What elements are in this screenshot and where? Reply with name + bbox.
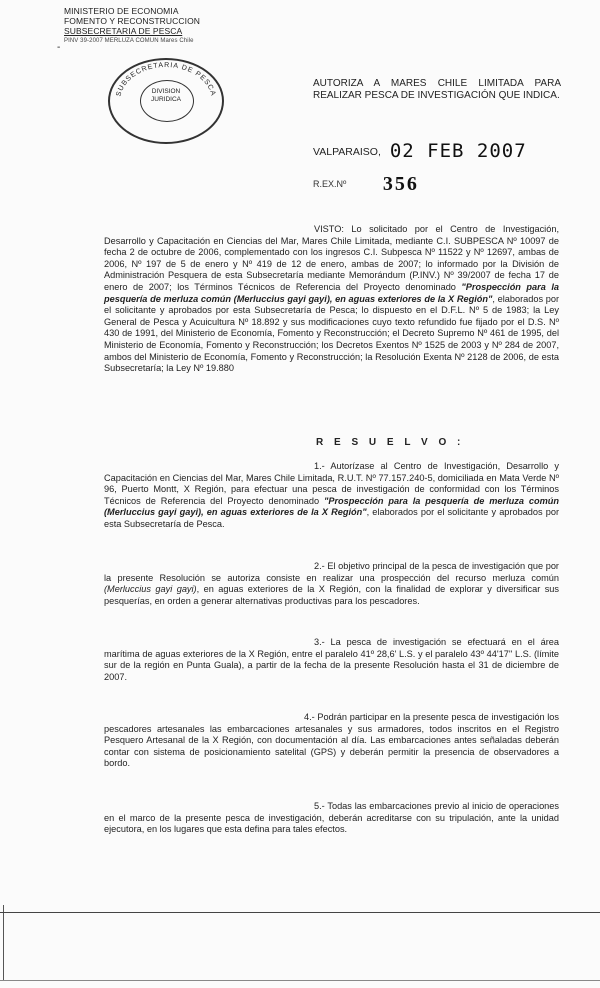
official-stamp [108,58,224,144]
stamp-division: DIVISION [151,88,181,95]
stamp-center [110,88,222,104]
article-5 [104,801,559,836]
visto-paragraph [104,224,559,375]
resolution-number: 356 [382,173,419,195]
scan-fold-line [0,912,600,913]
article-2-tail: , en aguas exteriores de la X Región, con la finalidad de explorar y diversificar sus pesquerías, en orden a generar alternativas productivas para los pescadores. [104,584,559,606]
date-line [313,138,527,160]
date-value: 02 FEB 2007 [389,140,527,162]
scan-edge-mark [3,905,4,980]
resolution-label: R.EX.Nº [313,179,347,189]
letterhead-ministry-sub: FOMENTO Y RECONSTRUCCION [64,16,201,26]
article-1-project-name: "Prospección para la pesquería de merluza común (Merluccius gayi gayi), en aguas exteriores de la X Región" [104,495,559,518]
stamp-ring-label: SUBSECRETARIA DE PESCA [115,61,217,98]
letterhead-reference: PINV 39-2007 MERLUZA COMUN Mares Chile [64,38,194,44]
document-title: AUTORIZA A MARES CHILE LIMITADA PARA REALIZAR PESCA DE INVESTIGACIÓN QUE INDICA. [313,78,561,101]
date-label: VALPARAISO, [313,146,381,158]
article-2 [104,561,559,607]
article-3-text: 3.- La pesca de investigación se efectuará en el área marítima de aguas exteriores de la X Región, entre el paralelo 41º 28,6' L.S. y el paralelo 43º 44'17'' L.S. (límite sur de la región en Punta Guala), a partir de la fecha de la presente Resolución hasta el 31 de diciembre de 2007. [104,637,559,682]
article-2-species: (Merluccius gayi gayi) [104,584,197,595]
article-1-tail: , elaborados por el solicitante y aprobados por esta Subsecretaría de Pesca. [104,507,560,529]
article-1-lead: 1.- Autorízase al Centro de Investigación, Desarrollo y Capacitación en Ciencias del Mar, Mares Chile Limitada, R.U.T. Nº 77.157.240-5, domiciliada en Mata Verde Nº 96, Puerto Montt, X Región, para efectuar una pesca de investigación de conformidad con los Términos Técnicos de Referencia del Proyecto denominado [104,461,559,506]
scan-bottom-line [0,980,600,981]
stamp-juridica: JURIDICA [151,96,181,103]
letterhead-ministry: MINISTERIO DE ECONOMIA [64,6,179,16]
article-5-text: 5.- Todas las embarcaciones previo al inicio de operaciones en el marco de la presente pesca de investigación, deberán acreditarse con su tripulación, ante la unidad ejecutora, en los lugares que esta defina para tales efectos. [104,801,559,835]
visto-lead: VISTO: Lo solicitado por el Centro de Investigación, Desarrollo y Capacitación en Ciencias del Mar, Mares Chile Limitada, mediante C.I. SUBPESCA Nº 10097 de fecha 2 de octubre de 2006, complementado con los ingresos C.I. Subpesca Nº 11522 y Nº 12697, ambas de 2006, Nº 197 de 5 de enero y Nº 419 de 12 de enero, ambas de 2007; lo informado por la División de Administración Pesquera de esta Subsecretaría mediante Memorándum (P.INV.) Nº 39/2007 de fecha 17 de enero de 2007; los Términos Técnicos de Referencia del Proyecto denominado [104,224,559,292]
article-4-text: 4.- Podrán participar en la presente pesca de investigación los pescadores artesanales las embarcaciones artesanales y sus armadores, todos inscritos en el Registro Pesquero Artesanal de la X Región, con documentación al día. Las embarcaciones antes señaladas deberán contar con sistema de posicionamiento satelital (GPS) y deberán permitir la presencia de observadores a bordo. [104,712,559,769]
visto-project-name: "Prospección para la pesquería de merluza común (Merluccius gayi gayi), en aguas exteriores de la X Región" [104,281,559,304]
letterhead [64,6,200,46]
resolution-number-line [313,170,419,193]
article-1 [104,461,559,531]
visto-tail: , elaborados por el solicitante y aprobados por esta Subsecretaría de Pesca; lo dispuesto en el D.F.L. Nº 5 de 1983; la Ley General de Pesca y Acuicultura Nº 18.892 y sus modificaciones cuyo texto refundido fue fijado por el D.S. Nº 430 de 1991, del Ministerio de Economía, Fomento y Reconstrucción; el Decreto Supremo Nº 461 de 1995, del Ministerio de Economía, Fomento y Reconstrucción; los Decretos Exentos Nº 1525 de 2003 y Nº 284 de 2007, ambos del Ministerio de Economía, Fomento y Reconstrucción; la Resolución Exenta Nº 2128 de 2006, de esta Subsecretaría; la Ley Nº 19.880 [104,293,559,374]
letterhead-subsecretaria: SUBSECRETARIA DE PESCA [64,26,183,36]
article-2-lead: 2.- El objetivo principal de la pesca de investigación que por la presente Resolución se autoriza consiste en realizar una prospección del recurso merluza común [104,561,559,583]
margin-dash: - [57,42,61,53]
resuelvo-heading: R E S U E L V O : [316,437,465,448]
article-4 [104,712,559,770]
article-3 [104,637,559,683]
